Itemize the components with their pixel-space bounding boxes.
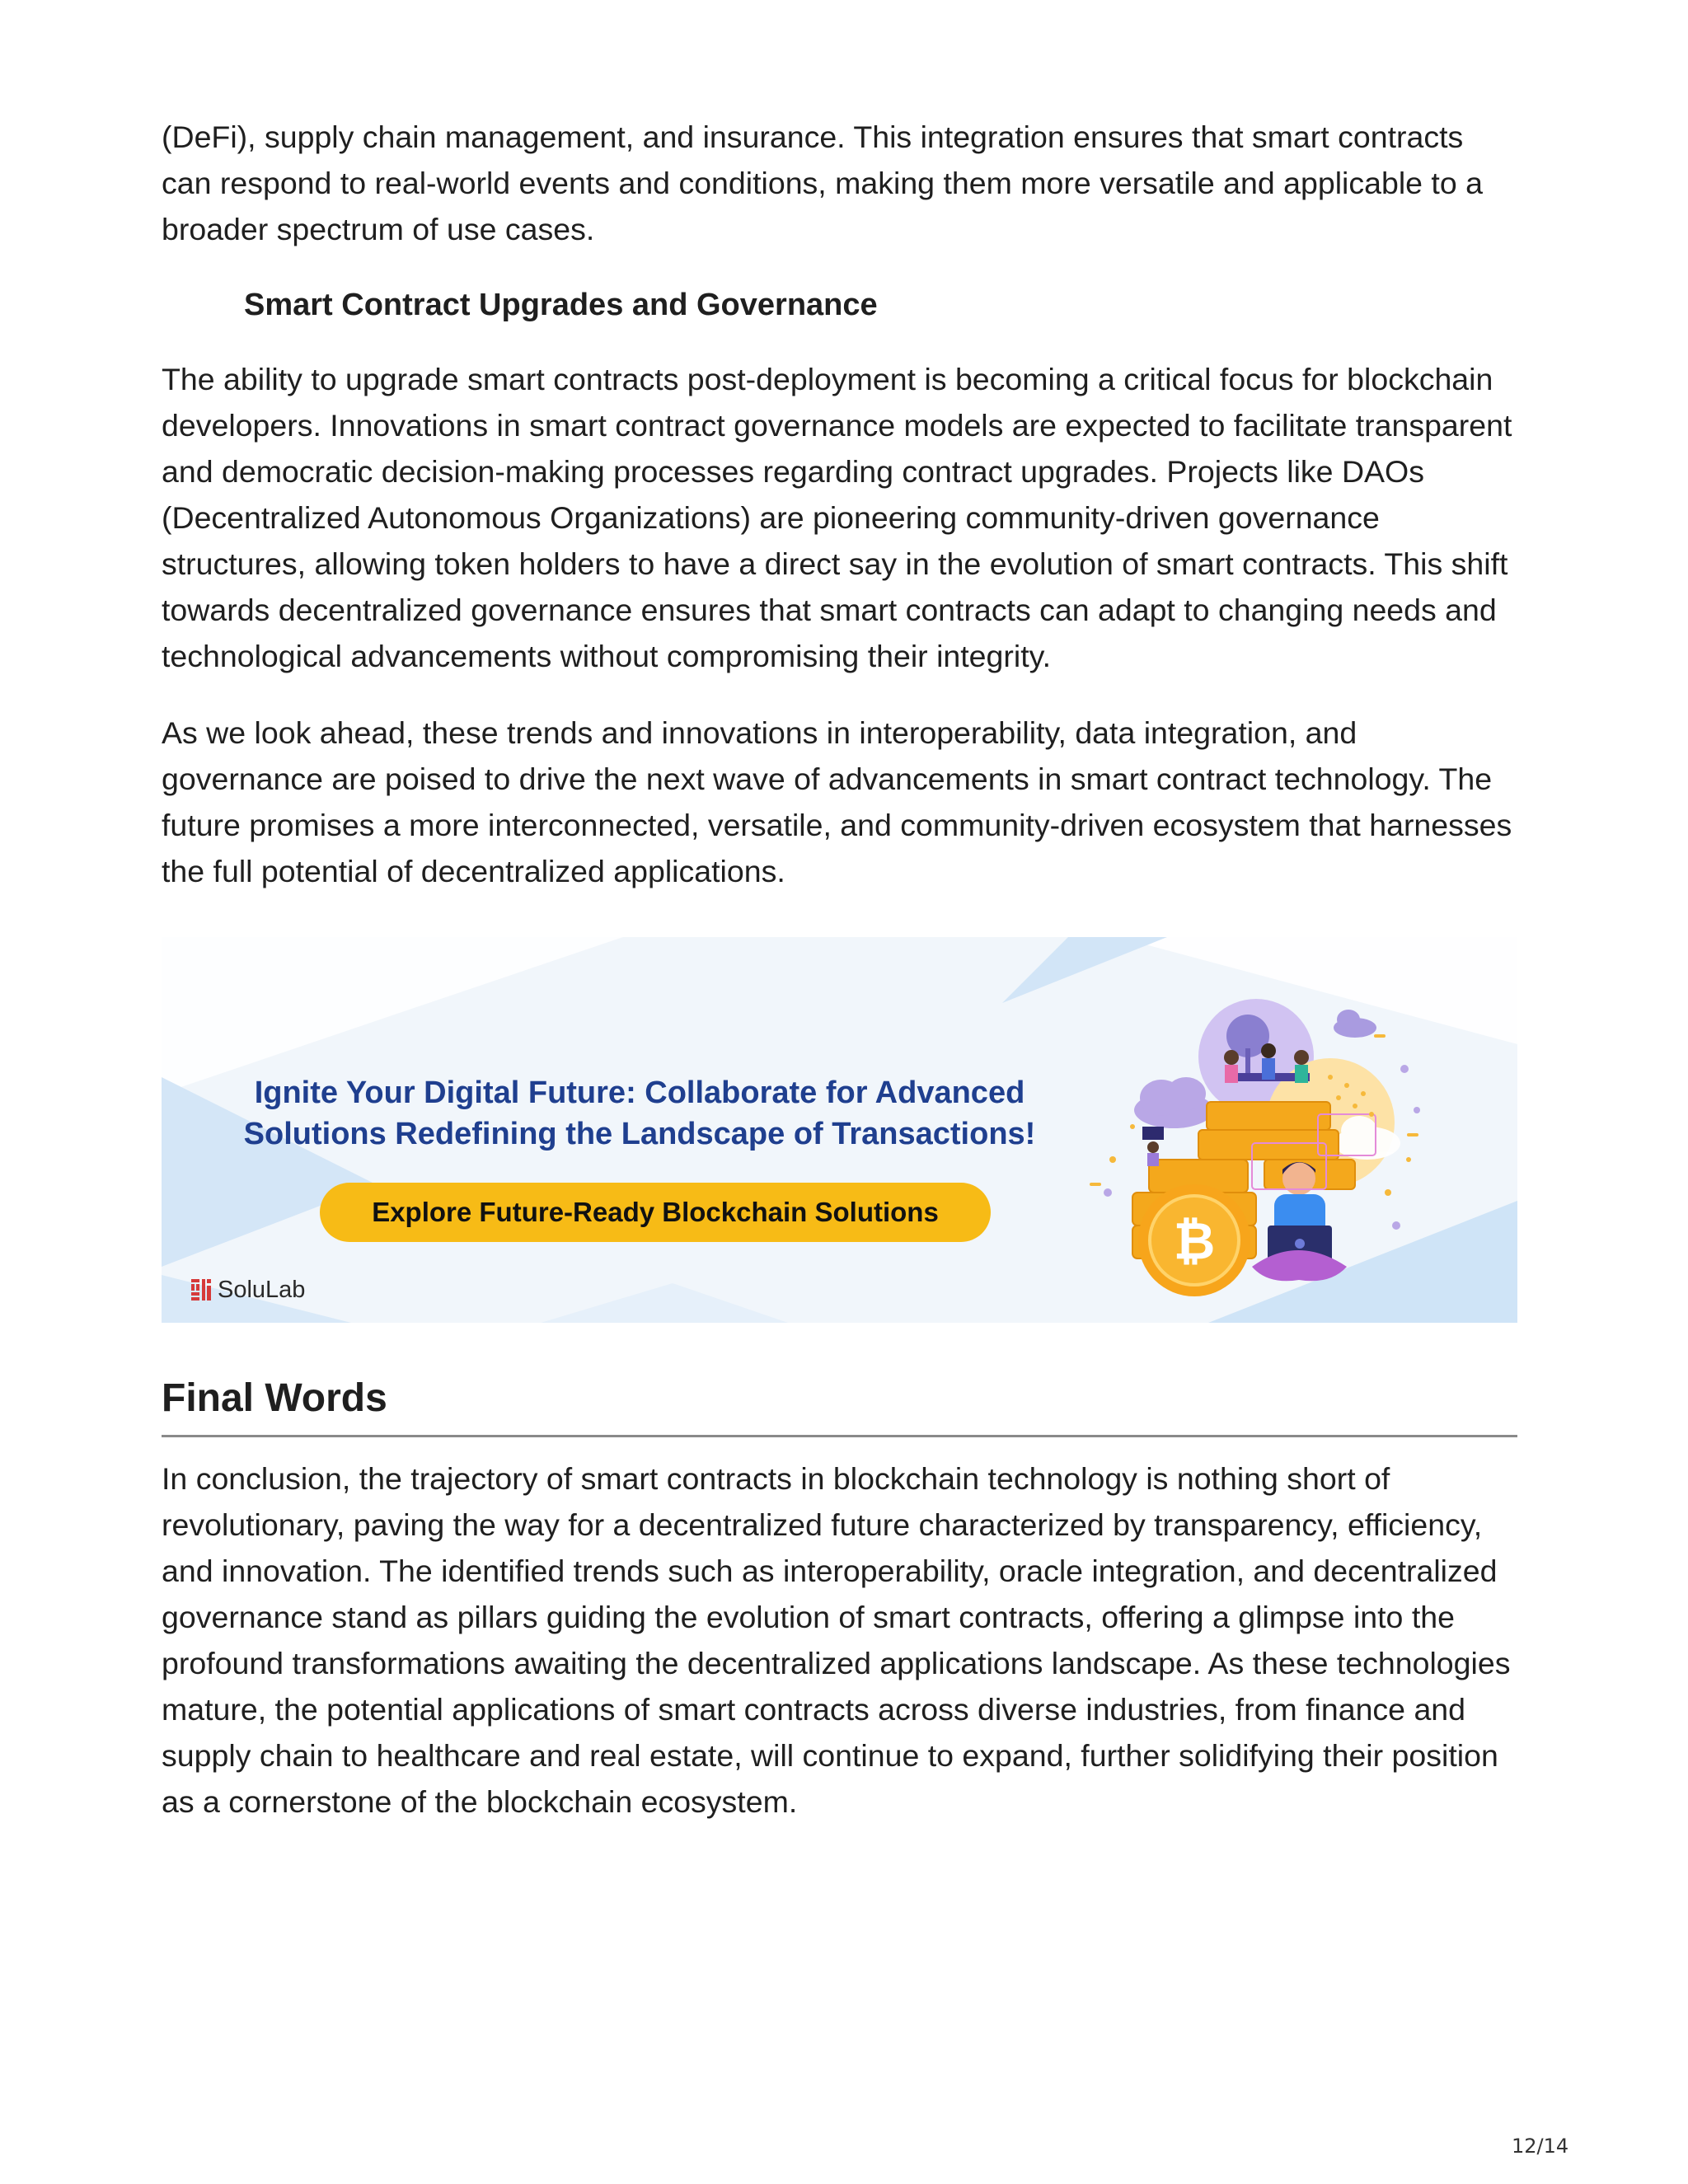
paragraph-intro: (DeFi), supply chain management, and insurance. This integration ensures that smart contracts can respond to real-world events and conditions, making them more versatile and applicable to a broader spectrum of use cases. [162, 120, 1483, 246]
banner-headline-line1: Ignite Your Digital Future: Collaborate for Advanced [254, 1076, 1025, 1110]
banner-headline [219, 1072, 1060, 1155]
brand-logo [191, 1273, 305, 1306]
explore-solutions-button[interactable]: Explore Future-Ready Blockchain Solutions [320, 1183, 991, 1242]
paragraph-looking-ahead: As we look ahead, these trends and innovations in interoperability, data integration, and governance are poised to drive the next wave of advancements in smart contract technology. The future promises a more interconnected, versatile, and community-driven ecosystem that harnesses the full potential of decentralized applications. [162, 715, 1512, 888]
blockchain-illustration [1083, 978, 1429, 1308]
paragraph-conclusion: In conclusion, the trajectory of smart contracts in blockchain technology is nothing short of revolutionary, paving the way for a decentralized future characterized by transparency, efficiency, and innovation. The identified trends such as interoperability, oracle integration, and decentralized governance stand as pillars guiding the evolution of smart contracts, offering a glimpse into the profound transformations awaiting the decentralized applications landscape. As these technologies mature, the potential applications of smart contracts across diverse industries, from finance and supply chain to healthcare and real estate, will continue to expand, further solidifying their position as a cornerstone of the blockchain ecosystem. [162, 1461, 1511, 1819]
svg-text:₿: ₿ [1173, 1211, 1216, 1271]
cta-banner[interactable] [162, 937, 1517, 1323]
paragraph-upgrades: The ability to upgrade smart contracts post-deployment is becoming a critical focus for blockchain developers. Innovations in smart contract governance models are expected to facilitate transparent and democratic decision-making processes regarding contract upgrades. Projects like DAOs (Decentralized Autonomous Organizations) are pioneering community-driven governance structures, allowing token holders to have a direct say in the evolution of smart contracts. This shift towards decentralized governance ensures that smart contracts can adapt to changing needs and technological advancements without compromising their integrity. [162, 362, 1512, 673]
article-content [162, 114, 1517, 1825]
brand-name: SoluLab [218, 1276, 306, 1303]
solulab-logo-icon [191, 1279, 211, 1301]
heading-final-words: Final Words [162, 1374, 1517, 1437]
banner-headline-line2: Solutions Redefining the Landscape of Transactions! [243, 1117, 1036, 1151]
page-number: 12/14 [1512, 2135, 1569, 2158]
heading-upgrades-governance: Smart Contract Upgrades and Governance [244, 288, 878, 322]
